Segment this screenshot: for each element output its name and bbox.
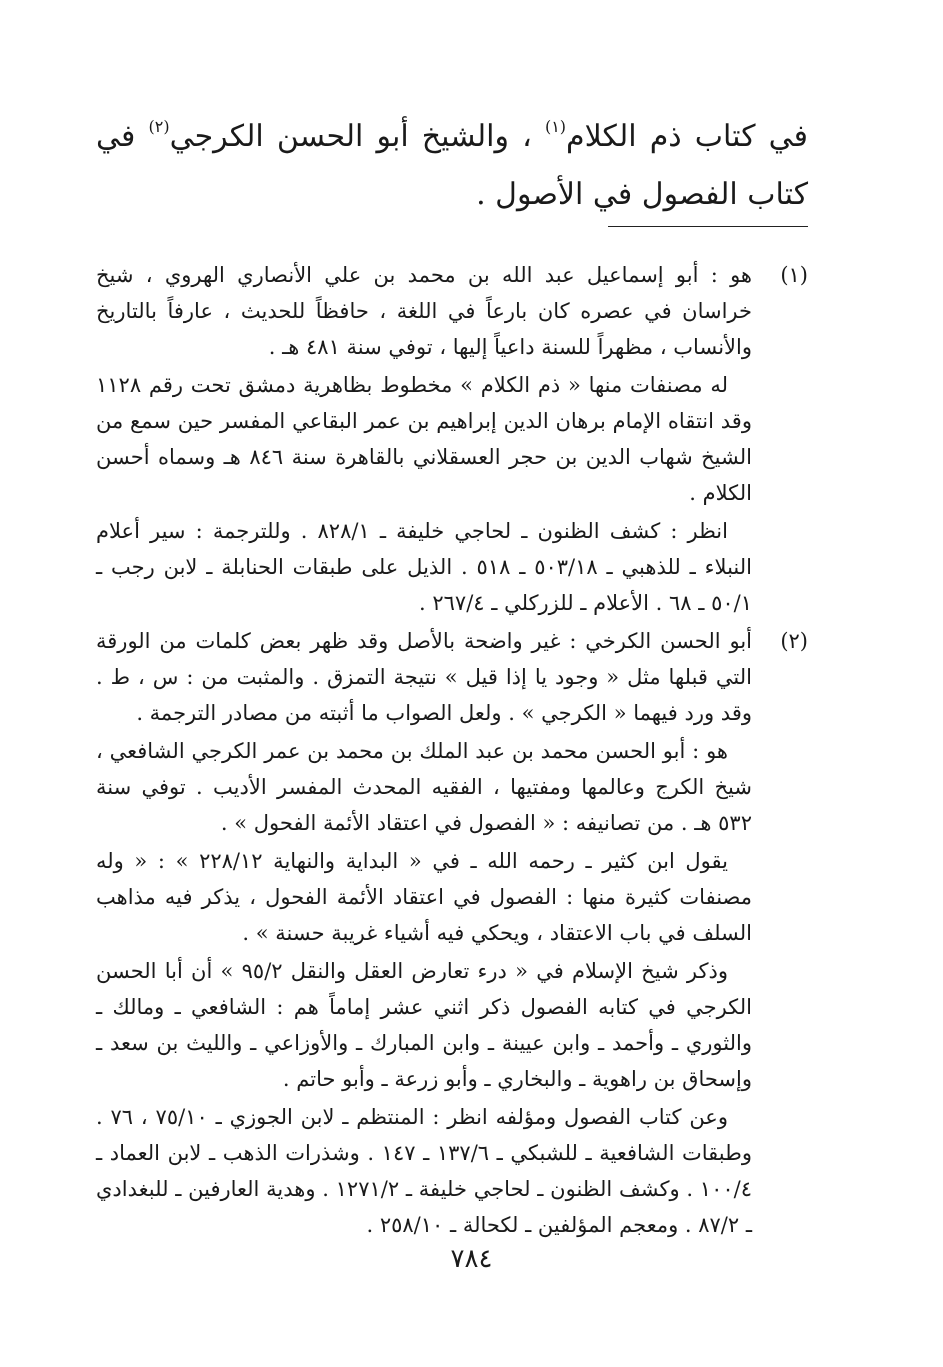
footnote-paragraph: هو : أبو الحسن محمد بن عبد الملك بن محمد بن عمر الكرجي الشافعي ، شيخ الكرج وعالمها ومفتيها ، الفقيه المحدث المفسر الأديب . توفي سنة ٥٣٢ هـ . من تصانيفه : « الفصول في اعتقاد الأئمة الفحول » . [96,739,752,835]
footnote-paragraph: يقول ابن كثير ـ رحمه الله ـ في « البداية والنهاية ٢٢٨/١٢ » : « وله مصنفات كثيرة منها : الفصول في اعتقاد الأئمة الفحول ، يذكر فيه مذاهب السلف في باب الاعتقاد ، ويحكي فيه أشياء غريبة حسنة » . [96,849,752,945]
footnote-separator [608,226,808,227]
footnote-ref-2: (٢) [148,117,170,136]
page-number: ٧٨٤ [450,1244,493,1274]
footnote-1 [96,257,808,621]
footnote-number: (١) [780,263,808,287]
footnote-ref-1: (١) [544,117,567,136]
footnote-2 [96,623,808,1243]
footnote-paragraph: انظر : كشف الظنون ـ لحاجي خليفة ـ ٨٢٨/١ . وللترجمة : سير أعلام النبلاء ـ للذهبي ـ ٥٠٣/١٨ ـ ٥١٨ . الذيل على طبقات الحنابلة ـ لابن رجب ـ ٥٠/١ ـ ٦٨ . الأعلام ـ للزركلي ـ ٢٦٧/٤ . [96,519,752,615]
main-text-part-2: ، والشيخ أبو الحسن الكرجي [169,119,545,154]
main-paragraph [96,108,808,224]
footnote-paragraph: هو : أبو إسماعيل عبد الله بن محمد بن علي الأنصاري الهروي ، شيخ خراسان في عصره كان بارعاً في اللغة ، حافظاً للحديث ، عارفاً بالتاريخ والأنساب ، مظهراً للسنة داعياً إليها ، توفي سنة ٤٨١ هـ . [96,263,752,359]
footnote-paragraph: له مصنفات منها « ذم الكلام » مخطوط بظاهرية دمشق تحت رقم ١١٢٨ وقد انتقاه الإمام برهان الدين إبراهيم بن عمر البقاعي المفسر حين سمع من الشيخ شهاب الدين بن حجر العسقلاني بالقاهرة سنة ٨٤٦ هـ وسماه أحسن الكلام . [96,373,752,505]
main-text-part-3: في كتاب الفصول في الأصول . [96,119,808,212]
footnotes [96,257,808,1245]
footnote-paragraph: أبو الحسن الكرخي : غير واضحة بالأصل وقد ظهر بعض كلمات من الورقة التي قبلها مثل « وجود يا إذا قيل » نتيجة التمزق . والمثبت من : س ، ط . وقد ورد فيهما « الكرجي » . ولعل الصواب ما أثبته من مصادر الترجمة . [96,629,752,725]
footnote-paragraph: وذكر شيخ الإسلام في « درء تعارض العقل والنقل ٩٥/٢ » أن أبا الحسن الكرجي في كتابه الفصول ذكر اثني عشر إماماً هم : الشافعي ـ ومالك ـ والثوري ـ وأحمد ـ وابن عيينة ـ وابن المبارك ـ والأوزاعي ـ والليث بن سعد ـ وإسحاق بن راهوية ـ والبخاري ـ وأبو زرعة ـ وأبو حاتم . [96,959,752,1091]
main-text-part-1: في كتاب ذم الكلام [566,119,808,154]
footnote-paragraph: وعن كتاب الفصول ومؤلفه انظر : المنتظم ـ لابن الجوزي ـ ٧٥/١٠ ، ٧٦ . وطبقات الشافعية ـ للشبكي ـ ١٣٧/٦ ـ ١٤٧ . وشذرات الذهب ـ لابن العماد ـ ١٠٠/٤ . وكشف الظنون ـ لحاجي خليفة ـ ١٢٧١/٢ . وهدية العارفين ـ للبغدادي ـ ٨٧/٢ . ومعجم المؤلفين ـ لكحالة ـ ٢٥٨/١٠ . [96,1105,752,1237]
main-text [96,108,808,224]
footnote-number: (٢) [780,629,808,653]
